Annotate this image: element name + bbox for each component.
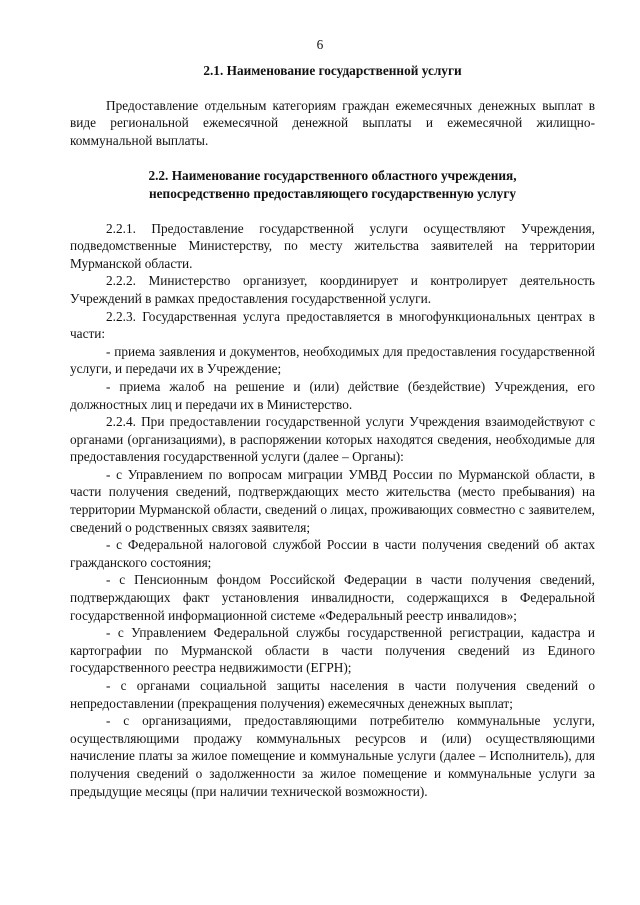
section-2-2-heading-line-2: непосредственно предоставляющего государственную услугу <box>148 185 517 201</box>
section-2-2-heading-line-1: 2.2. Наименование государственного областного учреждения, <box>148 168 517 184</box>
section-2-1-paragraph: Предоставление отдельным категориям граждан ежемесячных денежных выплат в виде региональной ежемесячной денежной выплаты и ежемесячной жилищно-коммунальной выплаты. <box>70 97 595 148</box>
paragraph-2-2-1: 2.2.1. Предоставление государственной услуги осуществляют Учреждения, подведомственные Министерству, по месту жительства заявителей на территории Мурманской области. <box>70 220 595 271</box>
list-item-rosreestr: - с Управлением Федеральной службы государственной регистрации, кадастра и картографии по Мурманской области в части получения сведений из Единого государственного реестра недвижимости (ЕГРН); <box>70 625 595 676</box>
list-item-utility-providers: - с организациями, предоставляющими потребителю коммунальные услуги, осуществляющими продажу коммунальных ресурсов и (или) осуществляющими начисление платы за жилое помещение и коммунальные услуги (далее – Исполнитель), для получения сведений о задолженности за жилое помещение и коммунальные услуги за предыдущие месяцы (при наличии технической возможности). <box>70 713 595 799</box>
list-item-migration-office: - с Управлением по вопросам миграции УМВД России по Мурманской области, в части получения сведений, подтверждающих место жительства (место пребывания) на территории Мурманской области, сведений о лицах, проживающих совместно с заявителем, сведений о родственных связях заявителя; <box>70 466 595 535</box>
list-item-tax-service: - с Федеральной налоговой службой России в части получения сведений об актах гражданского состояния; <box>70 537 595 570</box>
section-2-1-heading: 2.1. Наименование государственной услуги <box>203 63 462 78</box>
list-item-mfc-applications: - приема заявления и документов, необходимых для предоставления государственной услуги, и передачи их в Учреждение; <box>70 343 595 377</box>
paragraph-2-2-2: 2.2.2. Министерство организует, координирует и контролирует деятельность Учреждений в рамках предоставления государственной услуги. <box>70 273 595 306</box>
list-item-mfc-complaints: - приема жалоб на решение и (или) действие (бездействие) Учреждения, его должностных лиц и передачи их в Министерство. <box>70 378 595 412</box>
section-2-2-heading <box>70 167 595 202</box>
document-body <box>70 62 595 800</box>
page-number: 6 <box>316 37 324 52</box>
list-item-social-protection: - с органами социальной защиты населения в части получения сведений о непредоставлении (прекращения получения) ежемесячных денежных выплат; <box>70 678 595 711</box>
paragraph-2-2-4: 2.2.4. При предоставлении государственной услуги Учреждения взаимодействуют с органами (организациями), в распоряжении которых находятся сведения, необходимые для предоставления государственной услуги (далее – Органы): <box>70 414 595 465</box>
list-item-pension-fund: - с Пенсионным фондом Российской Федерации в части получения сведений, подтверждающих факт установления инвалидности, содержащихся в Федеральной государственной информационной системе «Федеральный реестр инвалидов»; <box>70 572 595 623</box>
paragraph-2-2-3: 2.2.3. Государственная услуга предоставляется в многофункциональных центрах в части: <box>70 308 595 342</box>
